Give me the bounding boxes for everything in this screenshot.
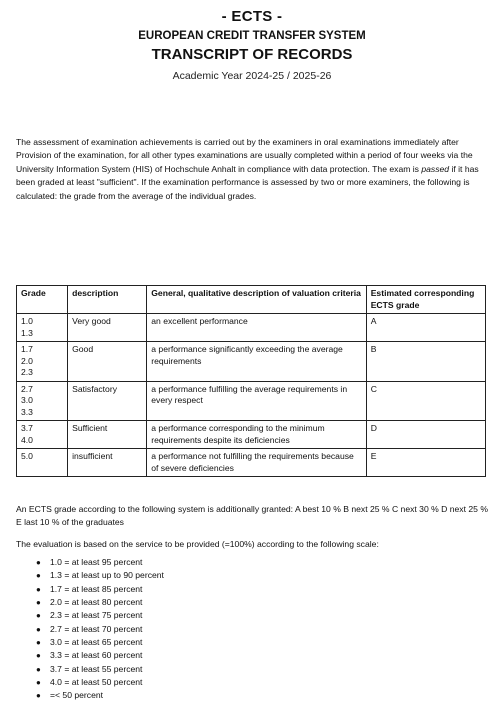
grade-value: 2.7 xyxy=(21,383,33,394)
ects-title: - ECTS - xyxy=(221,8,283,25)
scale-item-text: 4.0 = at least 50 percent xyxy=(50,677,143,688)
grade-value: 1.0 xyxy=(21,316,33,326)
bullet-icon: ● xyxy=(36,571,41,581)
bullet-icon: ● xyxy=(36,638,41,648)
intro-text-2: if it has been graded at least "sufficient". If the examination performance is assessed by two or more examiners, the following is calculated: the grade from the average of the individual grades. xyxy=(16,163,479,201)
scale-item-text: 1.3 = at least up to 90 percent xyxy=(50,570,164,581)
scale-item-text: 2.3 = at least 75 percent xyxy=(50,610,143,621)
general-cell: a performance corresponding to the minimum requirements despite its deficiencies xyxy=(147,421,366,449)
grade-cell xyxy=(17,381,68,421)
description-cell: insufficient xyxy=(68,449,147,477)
grade-cell xyxy=(17,449,68,477)
grading-table xyxy=(16,285,486,477)
bullet-icon: ● xyxy=(36,691,41,701)
scale-intro-text: The evaluation is based on the service to be provided (=100%) according to the following scale: xyxy=(16,539,379,549)
list-item xyxy=(36,689,164,702)
grade-value: 1.7 xyxy=(21,344,33,354)
document-header xyxy=(0,8,504,83)
scale-item-text: 1.7 = at least 85 percent xyxy=(50,583,143,594)
bullet-icon: ● xyxy=(36,678,41,688)
header-estimated: Estimated corresponding ECTS grade xyxy=(366,286,485,314)
grade-cell xyxy=(17,314,68,342)
scale-item-text: 3.7 = at least 55 percent xyxy=(50,663,143,674)
bullet-icon: ● xyxy=(36,598,41,608)
transcript-title: TRANSCRIPT OF RECORDS xyxy=(151,46,353,63)
grade-cell xyxy=(17,421,68,449)
bullet-icon: ● xyxy=(36,558,41,567)
system-title: EUROPEAN CREDIT TRANSFER SYSTEM xyxy=(138,30,366,42)
list-item xyxy=(36,663,164,676)
list-item xyxy=(36,583,164,596)
ects-distribution-text: An ECTS grade according to the following system is additionally granted: A best 10 % B next 25 % C next 30 % D next 25 % E last 10 % of the graduates xyxy=(16,504,488,528)
ects-grade-cell: E xyxy=(366,449,485,477)
table-body xyxy=(17,314,486,477)
table-row xyxy=(17,342,486,382)
ects-grade-cell: C xyxy=(366,381,485,421)
description-cell: Good xyxy=(68,342,147,382)
table-header-row xyxy=(17,286,486,314)
intro-paragraph xyxy=(16,136,488,203)
ects-grade-cell: B xyxy=(366,342,485,382)
description-cell: Sufficient xyxy=(68,421,147,449)
intro-passed-word: passed xyxy=(421,163,450,174)
grade-value: 5.0 xyxy=(21,451,33,461)
list-item xyxy=(36,623,164,636)
grade-value: 2.3 xyxy=(21,367,33,377)
academic-year: Academic Year 2024-25 / 2025-26 xyxy=(172,70,332,82)
general-cell: a performance fulfilling the average requirements in every respect xyxy=(147,381,366,421)
bullet-icon: ● xyxy=(36,584,41,594)
grade-cell xyxy=(17,342,68,382)
general-cell: a performance not fulfilling the requirements because of severe deficiencies xyxy=(147,449,366,477)
ects-grade-cell: A xyxy=(366,314,485,342)
list-item xyxy=(36,636,164,649)
header-description: description xyxy=(68,286,147,314)
table-row xyxy=(17,421,486,449)
header-grade: Grade xyxy=(17,286,68,314)
general-cell: a performance significantly exceeding the average requirements xyxy=(147,342,366,382)
grading-scale-list xyxy=(36,556,164,703)
description-cell: Satisfactory xyxy=(68,381,147,421)
scale-item-text: 2.0 = at least 80 percent xyxy=(50,597,143,608)
scale-item-text: 2.7 = at least 70 percent xyxy=(50,623,143,634)
list-item xyxy=(36,676,164,689)
list-item xyxy=(36,596,164,609)
general-cell: an excellent performance xyxy=(147,314,366,342)
bullet-icon: ● xyxy=(36,624,41,634)
scale-item-text: 1.0 = at least 95 percent xyxy=(50,557,143,567)
list-item xyxy=(36,649,164,662)
grade-value: 3.7 xyxy=(21,423,33,433)
table-row xyxy=(17,381,486,421)
list-item xyxy=(36,556,164,569)
description-cell: Very good xyxy=(68,314,147,342)
scale-item-text: 3.3 = at least 60 percent xyxy=(50,650,143,661)
grade-value: 3.3 xyxy=(21,406,33,417)
bullet-icon: ● xyxy=(36,611,41,621)
header-general: General, qualitative description of valuation criteria xyxy=(147,286,366,314)
grade-value: 4.0 xyxy=(21,434,33,445)
grade-value: 1.3 xyxy=(21,327,33,338)
list-item xyxy=(36,569,164,582)
table-row xyxy=(17,314,486,342)
table-row xyxy=(17,449,486,477)
scale-item-text: 3.0 = at least 65 percent xyxy=(50,637,143,648)
grade-value: 2.0 xyxy=(21,355,33,366)
ects-grade-cell: D xyxy=(366,421,485,449)
intro-text-1: The assessment of examination achievements is carried out by the examiners in oral examinations immediately after Provision of the examination, for all other types examinations are usually completed within a period of four weeks via the University Information System (HIS) of Hochschule Anhalt in compliance with data protection. The exam is xyxy=(16,137,473,174)
list-item xyxy=(36,609,164,622)
scale-item-text: =< 50 percent xyxy=(50,690,104,701)
grade-value: 3.0 xyxy=(21,395,33,405)
bullet-icon: ● xyxy=(36,664,41,674)
bullet-icon: ● xyxy=(36,651,41,661)
